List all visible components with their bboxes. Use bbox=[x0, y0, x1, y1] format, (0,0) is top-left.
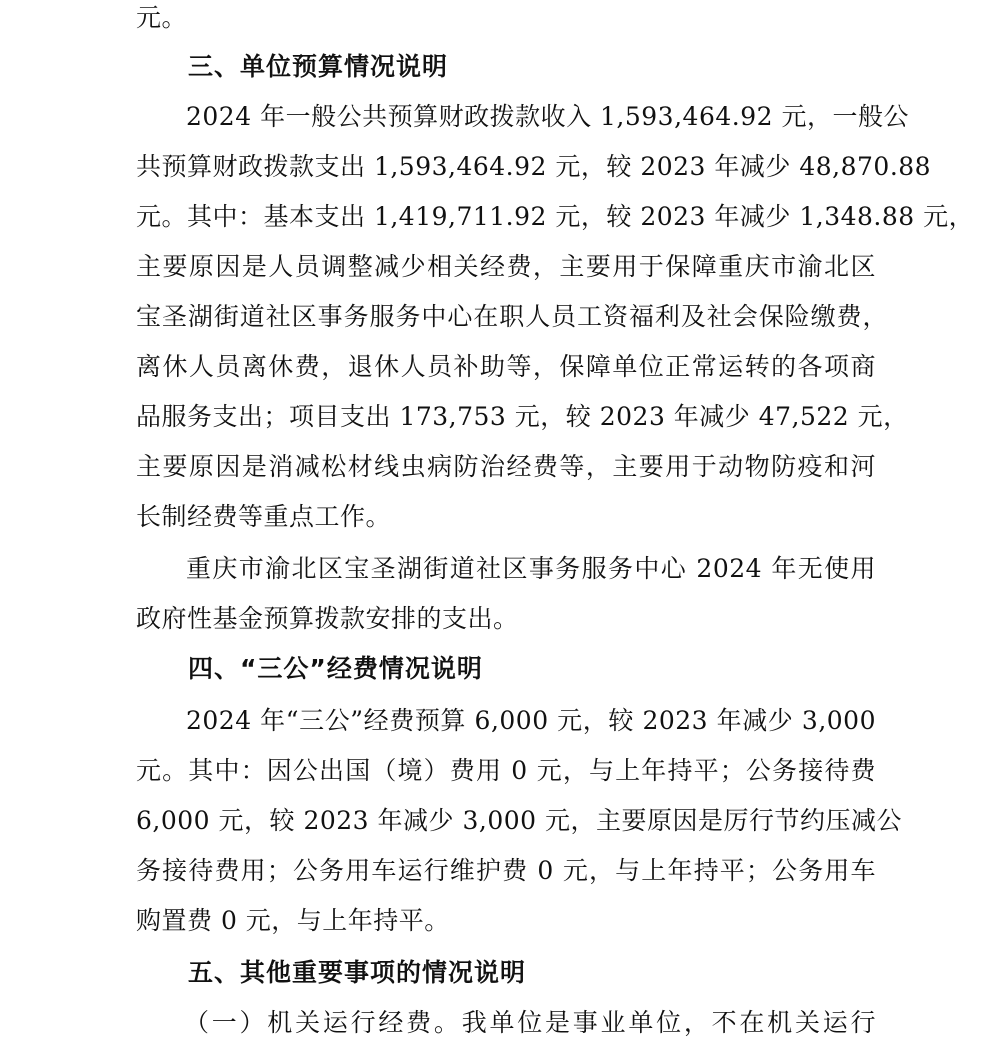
paragraph-line: 元。其中：基本支出 1,419,711.92 元，较 2023 年减少 1,348.88 元， bbox=[136, 202, 975, 231]
paragraph-line: （一）机关运行经费。我单位是事业单位，不在机关运行 bbox=[184, 1008, 876, 1037]
section-heading-other-matters: 五、其他重要事项的情况说明 bbox=[188, 958, 527, 987]
paragraph-line: 离休人员离休费，退休人员补助等，保障单位正常运转的各项商 bbox=[136, 352, 876, 381]
paragraph-line: 主要原因是消减松材线虫病防治经费等，主要用于动物防疫和河 bbox=[136, 452, 876, 481]
section-heading-unit-budget: 三、单位预算情况说明 bbox=[188, 52, 449, 81]
paragraph-line: 2024 年“三公”经费预算 6,000 元，较 2023 年减少 3,000 bbox=[186, 706, 876, 735]
paragraph-line: 重庆市渝北区宝圣湖街道社区事务服务中心 2024 年无使用 bbox=[186, 554, 876, 583]
paragraph-line: 务接待费用；公务用车运行维护费 0 元，与上年持平；公务用车 bbox=[136, 856, 876, 885]
paragraph-line: 2024 年一般公共预算财政拨款收入 1,593,464.92 元，一般公 bbox=[186, 102, 909, 131]
section-heading-three-public-expenses: 四、“三公”经费情况说明 bbox=[188, 654, 483, 683]
paragraph-line: 元。其中：因公出国（境）费用 0 元，与上年持平；公务接待费 bbox=[136, 756, 876, 785]
paragraph-line: 6,000 元，较 2023 年减少 3,000 元，主要原因是厉行节约压减公 bbox=[136, 806, 902, 835]
paragraph-line: 购置费 0 元，与上年持平。 bbox=[136, 906, 450, 935]
paragraph-line: 品服务支出；项目支出 173,753 元，较 2023 年减少 47,522 元， bbox=[136, 402, 909, 431]
paragraph-line: 长制经费等重点工作。 bbox=[136, 502, 392, 531]
carry-over-line: 元。 bbox=[136, 3, 188, 32]
paragraph-line: 主要原因是人员调整减少相关经费，主要用于保障重庆市渝北区 bbox=[136, 252, 876, 281]
paragraph-line: 共预算财政拨款支出 1,593,464.92 元，较 2023 年减少 48,870.88 bbox=[136, 152, 932, 181]
paragraph-line: 宝圣湖街道社区事务服务中心在职人员工资福利及社会保险缴费， bbox=[136, 302, 888, 331]
paragraph-line: 政府性基金预算拨款安排的支出。 bbox=[136, 604, 519, 633]
